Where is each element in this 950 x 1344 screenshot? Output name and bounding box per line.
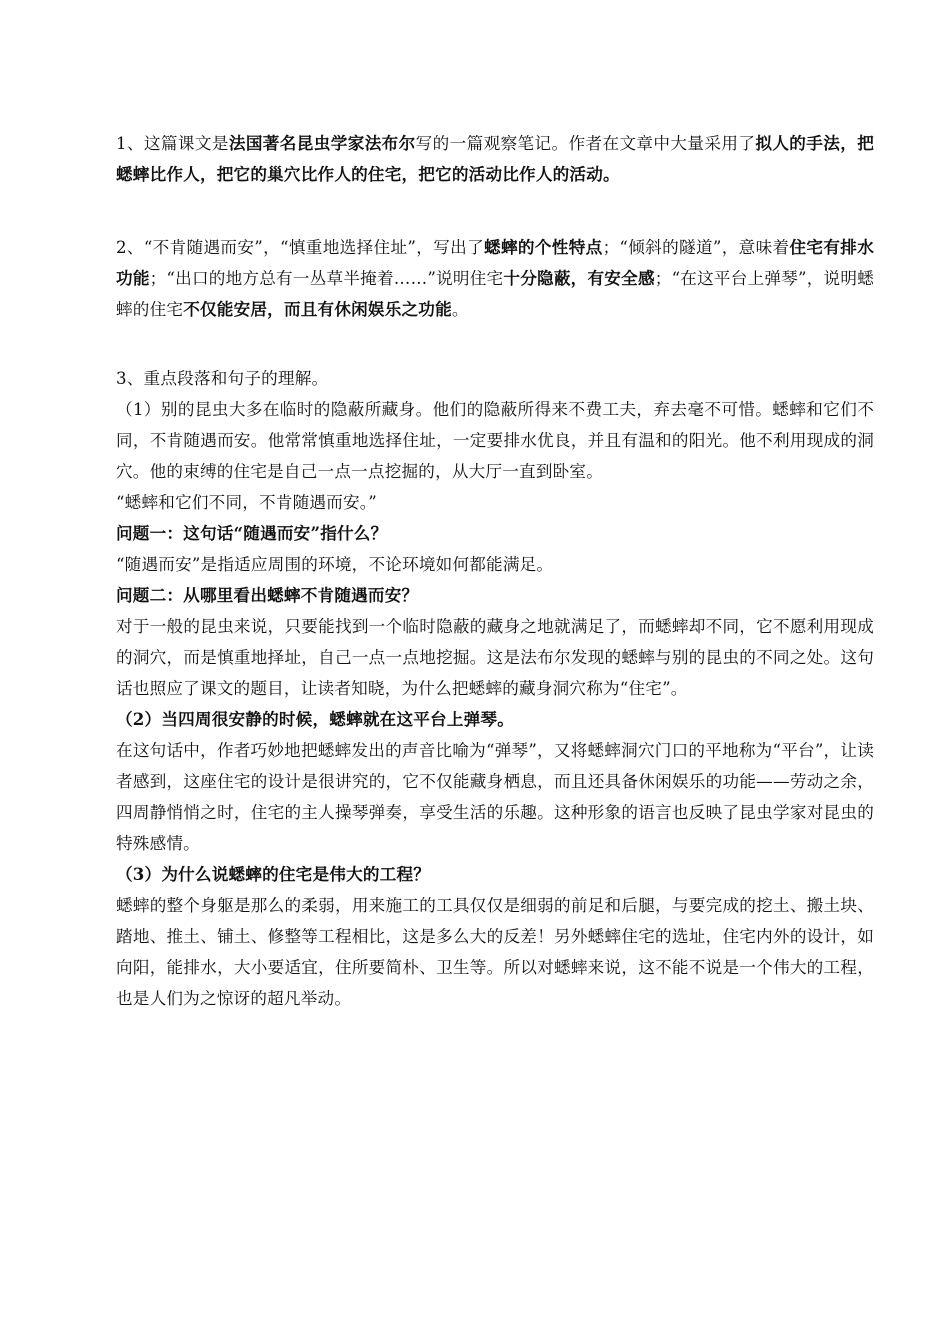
subheading-3: （3）为什么说蟋蟀的住宅是伟大的工程？ xyxy=(116,864,431,884)
p2-text: 。 xyxy=(451,300,469,319)
p2-bold: 蟋蟀的个性特点 xyxy=(484,237,603,257)
p1-bold-author: 法国著名昆虫学家法布尔 xyxy=(228,133,416,153)
paragraph-1 xyxy=(116,128,874,190)
paragraph-2 xyxy=(116,232,874,325)
spacer xyxy=(116,325,874,363)
p2-bold: 不仅能安居，而且有休闲娱乐之功能 xyxy=(183,299,452,319)
p2-bold: 十分隐蔽，有安全感 xyxy=(503,268,655,288)
p1-text: 1、这篇课文是 xyxy=(116,134,229,153)
p2-bold: 住宅有排水功能 xyxy=(116,237,875,288)
p1-text: 写的一篇观察笔记。作者在文章中大量采用了 xyxy=(415,134,756,153)
subheading-2: （2）当四周很安静的时候，蟋蟀就在这平台上弹琴。 xyxy=(116,709,515,729)
answer-3: 在这句话中，作者巧妙地把蟋蟀发出的声音比喻为“弹琴”，又将蟋蟀洞穴门口的平地称为“平台”，让读者感到，这座住宅的设计是很讲究的，它不仅能藏身栖息，而且还具备休闲娱乐的功能——劳动之余，四周静悄悄之时，住宅的主人操琴弹奏，享受生活的乐趣。这种形象的语言也反映了昆虫学家对昆虫的特殊感情。 xyxy=(116,741,874,853)
p1-bold-technique: 拟人的手法，把蟋蟀比作人，把它的巢穴比作人的住宅，把它的活动比作人的活动。 xyxy=(116,133,875,184)
section-3-passage-1: （1）别的昆虫大多在临时的隐蔽所藏身。他们的隐蔽所得来不费工夫，弃去毫不可惜。蟋蟀和它们不同，不肯随遇而安。他常常慎重地选择住址，一定要排水优良，并且有温和的阳光。他不利用现成的洞穴。他的束缚的住宅是自己一点一点挖掘的，从大厅一直到卧室。 xyxy=(116,400,874,481)
answer-4: 蟋蟀的整个身躯是那么的柔弱，用来施工的工具仅仅是细弱的前足和后腿，与要完成的挖土、搬土块、踏地、推土、铺土、修整等工程相比，这是多么大的反差！另外蟋蟀住宅的选址，住宅内外的设计，如向阳，能排水，大小要适宜，住所要简朴、卫生等。所以对蟋蟀来说，这不能不说是一个伟大的工程，也是人们为之惊讶的超凡举动。 xyxy=(116,896,874,1008)
question-2: 问题二：从哪里看出蟋蟀不肯随遇而安？ xyxy=(116,585,419,605)
spacer xyxy=(116,190,874,232)
p2-text: 2、“不肯随遇而安”，“慎重地选择住址”，写出了 xyxy=(116,238,485,257)
p2-text: ；“出口的地方总有一丛草半掩着……”说明住宅 xyxy=(149,269,504,288)
question-1: 问题一：这句话“随遇而安”指什么？ xyxy=(116,523,388,543)
p2-text: ；“在这平台上弹琴”，说明蟋蟀的住宅 xyxy=(116,269,874,319)
answer-1: “随遇而安”是指适应周围的环境，不论环境如何都能满足。 xyxy=(116,555,554,574)
document-body xyxy=(116,128,874,1014)
quote-sentence: “蟋蟀和它们不同，不肯随遇而安。” xyxy=(116,493,377,512)
p2-text: ；“倾斜的隧道”，意味着 xyxy=(602,238,790,257)
answer-2: 对于一般的昆虫来说，只要能找到一个临时隐蔽的藏身之地就满足了，而蟋蟀却不同，它不愿利用现成的洞穴，而是慎重地择址，自己一点一点地挖掘。这是法布尔发现的蟋蟀与别的昆虫的不同之处。这句话也照应了课文的题目，让读者知晓，为什么把蟋蟀的藏身洞穴称为“住宅”。 xyxy=(116,617,874,698)
section-3-heading: 3、重点段落和句子的理解。 xyxy=(116,369,329,388)
